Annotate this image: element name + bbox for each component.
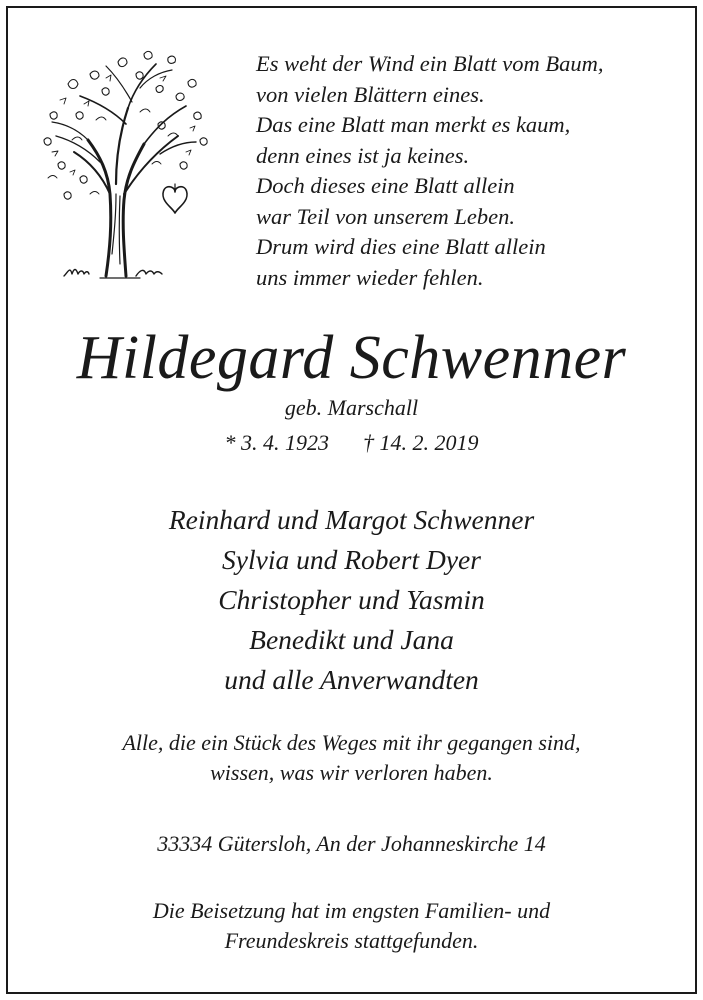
quote-line: Alle, die ein Stück des Weges mit ihr gegangen sind, bbox=[122, 730, 581, 755]
poem-line: von vielen Blättern eines. bbox=[256, 81, 485, 107]
mourners-list bbox=[0, 500, 703, 700]
mourner-entry: und alle Anverwandten bbox=[224, 664, 479, 695]
poem-line: Das eine Blatt man merkt es kaum, bbox=[256, 112, 571, 137]
mourner-entry: Christopher und Yasmin bbox=[218, 584, 485, 615]
notice-line: Freundeskreis stattgefunden. bbox=[224, 928, 479, 953]
notice-line: Die Beisetzung hat im engsten Familien- und bbox=[152, 898, 551, 923]
maiden-name: geb. Marschall bbox=[284, 395, 419, 420]
quote-line: wissen, was wir verloren haben. bbox=[210, 760, 493, 785]
mourner-entry: Benedikt und Jana bbox=[249, 624, 454, 655]
poem-line: Drum wird dies eine Blatt allein bbox=[256, 234, 546, 259]
poem bbox=[256, 49, 676, 293]
burial-notice bbox=[0, 896, 703, 956]
memorial-quote bbox=[0, 728, 703, 788]
poem-line: Doch dieses eine Blatt allein bbox=[256, 173, 515, 198]
tree-with-falling-leaf-icon bbox=[40, 44, 212, 292]
poem-line: Es weht der Wind ein Blatt vom Baum, bbox=[256, 51, 604, 76]
life-dates bbox=[0, 428, 703, 458]
poem-line: uns immer wieder fehlen. bbox=[256, 264, 484, 290]
poem-line: denn eines ist ja keines. bbox=[256, 142, 470, 168]
mourner-entry: Reinhard und Margot Schwenner bbox=[168, 504, 535, 535]
death-date: † 14. 2. 2019 bbox=[363, 430, 479, 455]
poem-line: war Teil von unserem Leben. bbox=[256, 203, 515, 229]
deceased-name: Hildegard Schwenner bbox=[76, 324, 627, 392]
mourner-entry: Sylvia und Robert Dyer bbox=[222, 544, 481, 575]
birth-date: * 3. 4. 1923 bbox=[224, 430, 329, 455]
address: 33334 Gütersloh, An der Johanneskirche 14 bbox=[157, 831, 546, 856]
